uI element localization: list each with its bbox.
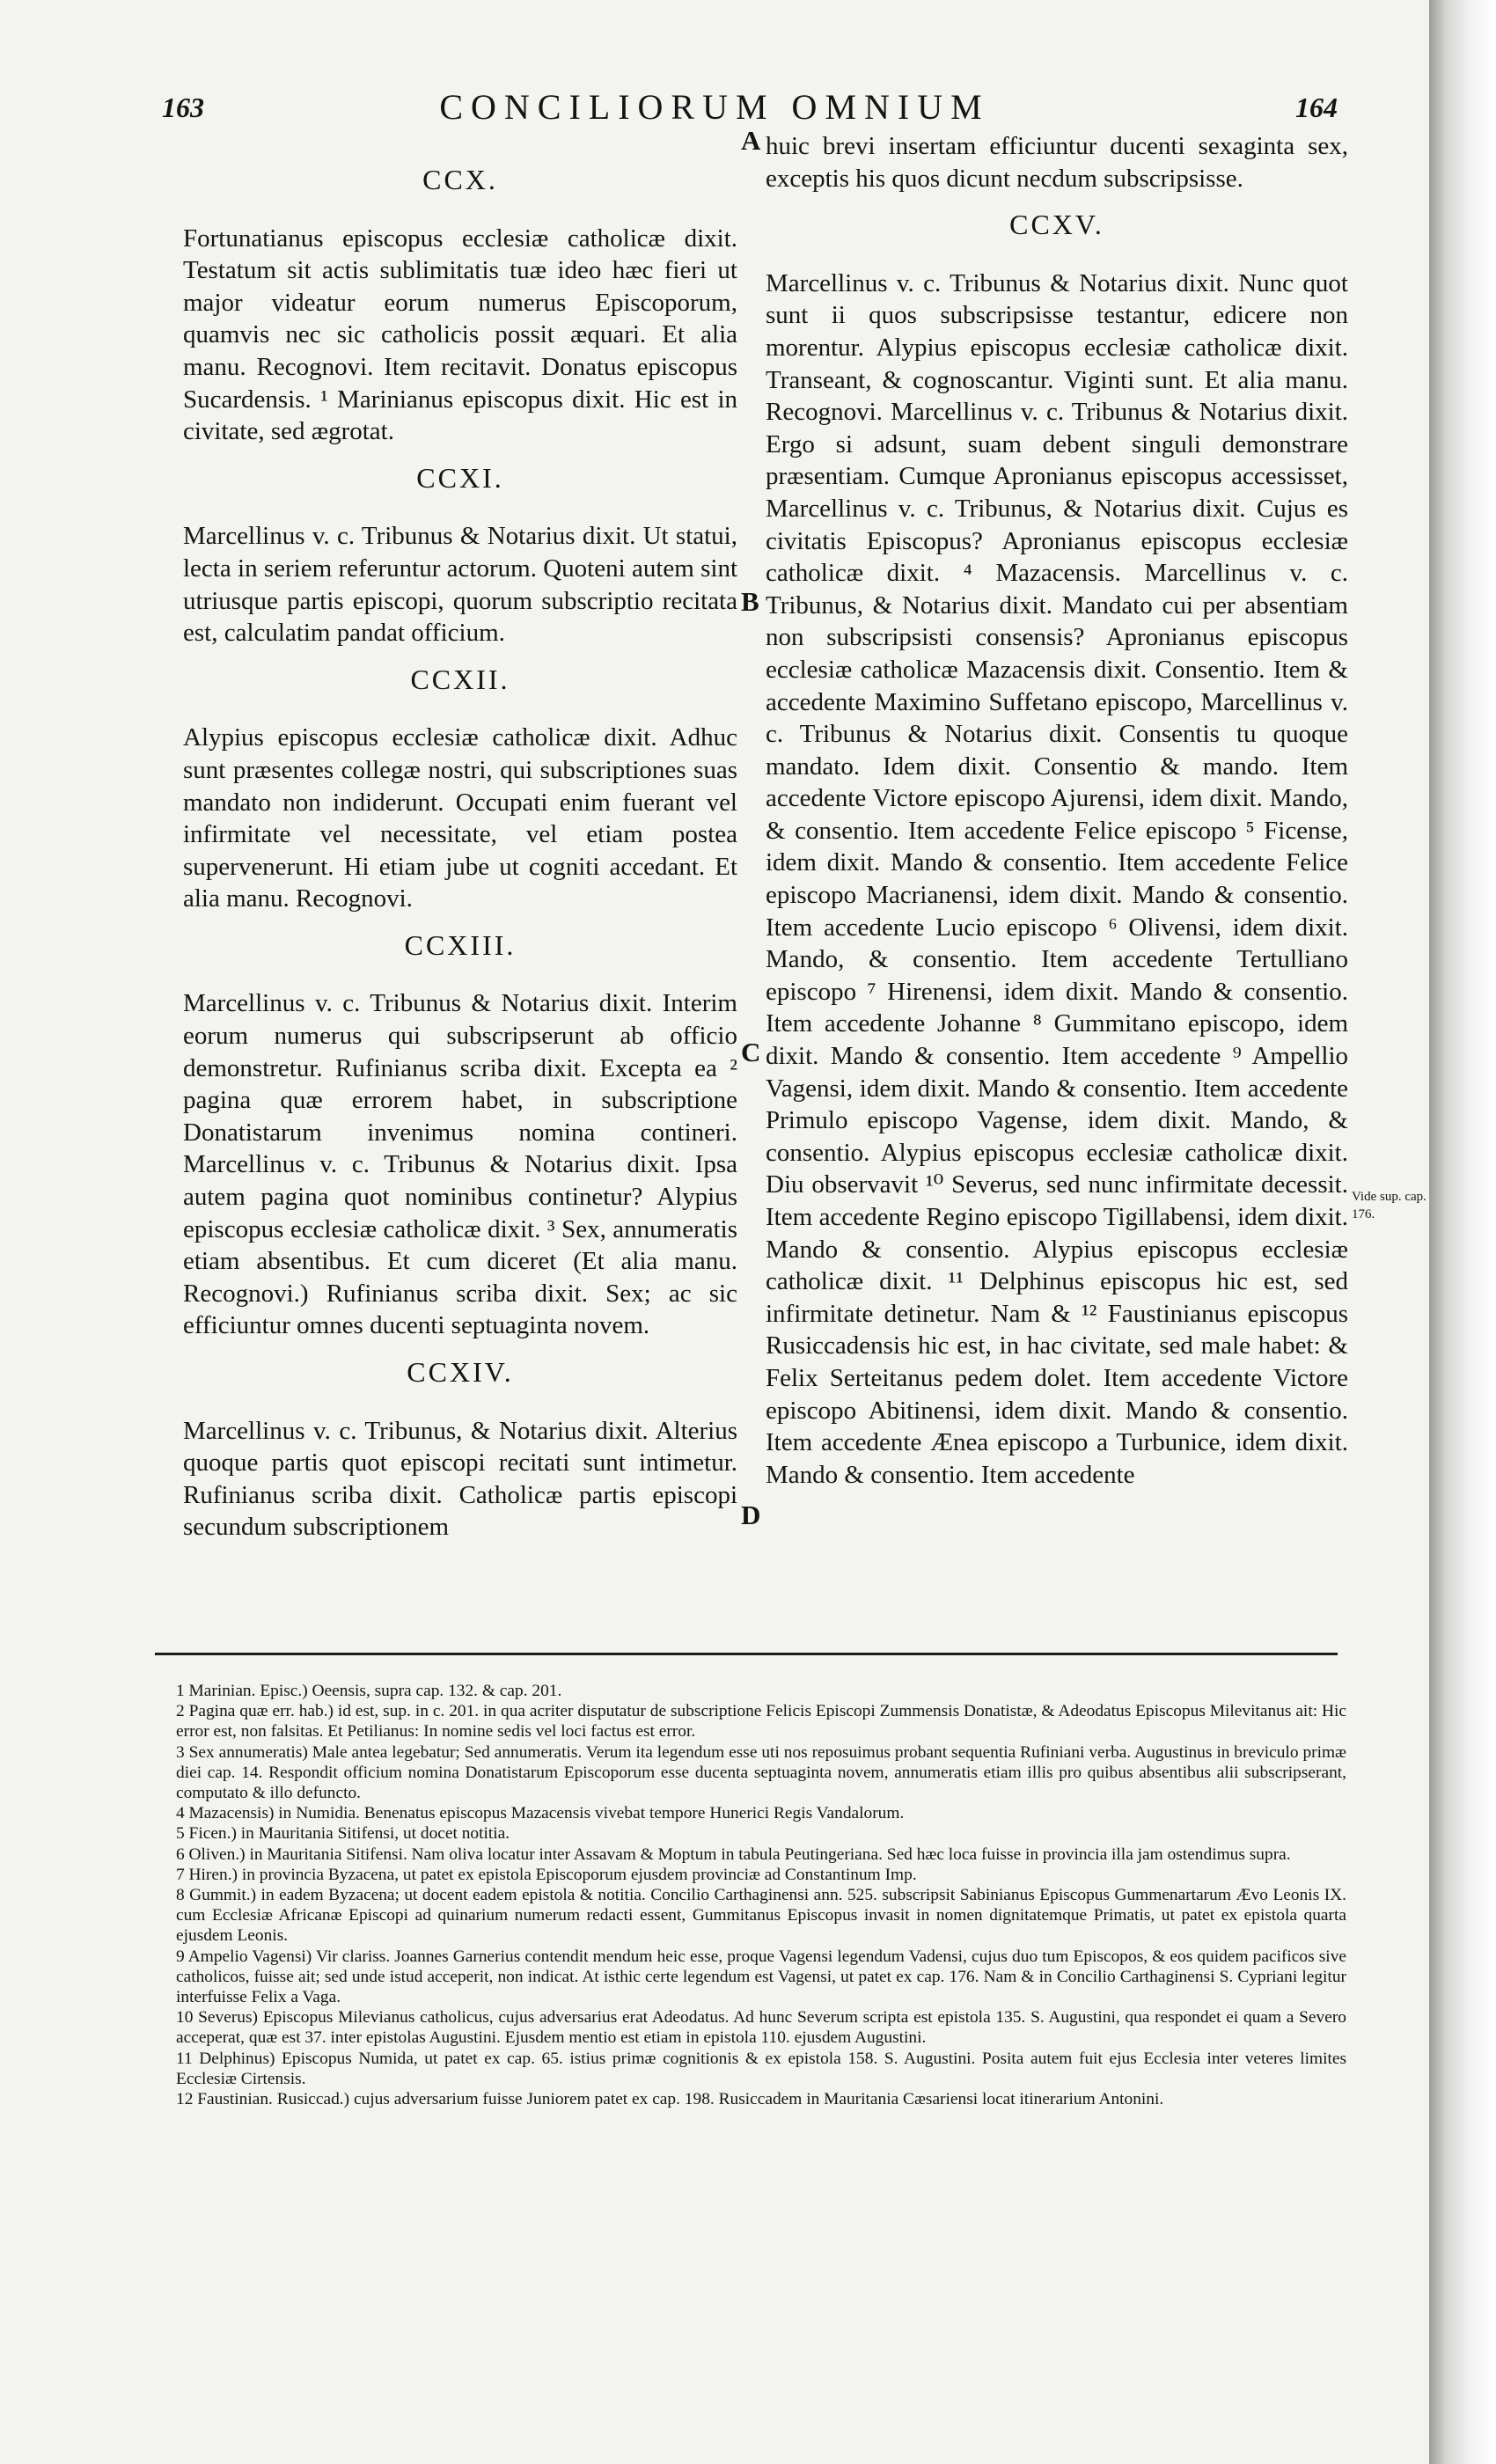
- footnote-divider: [155, 1653, 1338, 1655]
- chapter-text-ccx: Fortunatianus episcopus ecclesiæ catholicæ dixit. Testatum sit actis sublimitatis tuæ ideo hæc fieri ut major videatur eorum numerus Episcoporum, quamvis nec sic catholicis possit æquari. Et alia manu. Recognovi. Item recitavit. Donatus episcopus Sucardensis. ¹ Marinianus episcopus dixit. Hic est in civitate, sed ægrotat.: [183, 224, 737, 446]
- margin-letter-c: C: [741, 1037, 761, 1067]
- chapter-text-ccxiv-continued: huic brevi insertam efficiuntur ducenti sexaginta sex, exceptis his quos dicunt necdum subscripsisse.: [766, 132, 1348, 193]
- footnote: 5 Ficen.) in Mauritania Sitifensi, ut docet notitia.: [176, 1824, 510, 1844]
- footnote: 2 Pagina quæ err. hab.) id est, sup. in c. 201. in qua acriter disputatur de subscriptione Felicis Episcopi Zummensis Donatistæ, & Adeodatus Episcopus Milevitanus ait: Hic error est, non falsitas. Et Petilianus: In nomine sedis vel loci factus est error.: [176, 1702, 1346, 1742]
- footnote: 9 Ampelio Vagensi) Vir clariss. Joannes Garnerius contendit mendum heic esse, proque Vagensi legendum Vadensi, cujus duo tum Episcopos, & eos quidem pacificos sive catholicos, fuisse ait; sed unde istud acceperit, non indicat. At isthic certe legendum est Vagensi, ut patet ex cap. 176. Nam & in Concilio Carthaginensi S. Cypriani legitur interfuisse Felix a Vaga.: [176, 1947, 1346, 2007]
- margin-letter-b: B: [741, 586, 759, 617]
- footnotes: [176, 1681, 1346, 2109]
- footnote: 1 Marinian. Episc.) Oeensis, supra cap. 132. & cap. 201.: [176, 1682, 562, 1700]
- left-column: [183, 164, 737, 1544]
- page-number-right: 164: [1295, 92, 1338, 123]
- running-title: CONCILIORUM OMNIUM: [439, 87, 990, 127]
- footnote: 4 Mazacensis) in Numidia. Benenatus episcopus Mazacensis vivebat tempore Hunerici Regis Vandalorum.: [176, 1804, 905, 1823]
- chapter-heading-ccxiii: CCXIII.: [404, 928, 517, 961]
- footnote: 3 Sex annumeratis) Male antea legebatur; Sed annumeratis. Verum ita legendum esse uti nos reposuimus probant sequentia Rufiniani verba. Augustinus in breviculo primæ diei cap. 14. Respondit officium nomina Donatistarum Episcoporum esse ducenta septuaginta novem, annumeratis etiam illis pro quibus absentibus alii subscripserant, computato & illo defuncto.: [176, 1742, 1346, 1803]
- footnote: 10 Severus) Episcopus Milevianus catholicus, cujus adversarius erat Adeodatus. Ad hunc Severum scripta est epistola 135. S. Augustini, qua respondet ei quam a Severo acceperat, quæ est 37. inter epistolas Augustini. Ejusdem mentio est etiam in epistola 110. ejusdem Augustini.: [176, 2008, 1346, 2048]
- footnote: 8 Gummit.) in eadem Byzacena; ut docent eadem epistola & notitia. Concilio Carthaginensi ann. 525. subscripsit Sabinianus Episcopus Gummenartarum Ævo Leonis IX. cum Ecclesiæ Africanæ Episcopi ad quinarium numerum redacti essent, Gummitanus Episcopus invasit in nomen dignitatemque Primatis, ut patet ex epistola quarta ejusdem Leonis.: [176, 1886, 1346, 1946]
- footnote: 11 Delphinus) Episcopus Numida, ut patet ex cap. 65. istius primæ cognitionis & ex epistola 158. S. Augustini. Posita autem fuit ejus Ecclesia inter veteres limites Ecclesiæ Cirtensis.: [176, 2049, 1346, 2088]
- chapter-heading-ccx: CCX.: [422, 164, 498, 195]
- chapter-text-ccxv: Marcellinus v. c. Tribunus & Notarius dixit. Nunc quot sunt ii quos subscripsisse testantur, edicere non morentur. Alypius episcopus ecclesiæ catholicæ dixit. Transeant, & cognoscantur. Viginti sunt. Et alia manu. Recognovi. Marcellinus v. c. Tribunus & Notarius dixit. Ergo si adsunt, suam debent singuli demonstrare præsentiam. Cumque Apronianus episcopus accessisset, Marcellinus v. c. Tribunus, & Notarius dixit. Cujus es civitatis Episcopus? Apronianus episcopus ecclesiæ catholicæ dixit. ⁴ Mazacensis. Marcellinus v. c. Tribunus, & Notarius dixit. Mandato cui per absentiam non subscripsisti consensis? Apronianus episcopus ecclesiæ catholicæ Mazacensis dixit. Consentio. Item & accedente Maximino Suffetano episcopo, Marcellinus v. c. Tribunus & Notarius dixit. Consentis tu quoque mandato. Idem dixit. Consentio & mando. Item accedente Victore episcopo Ajurensi, idem dixit. Mando, & consentio. Item accedente Felice episcopo ⁵ Ficense, idem dixit. Mando & consentio. Item accedente Felice episcopo Macrianensi, idem dixit. Mando & consentio. Item accedente Lucio episcopo ⁶ Olivensi, idem dixit. Mando, & consentio. Item accedente Tertulliano episcopo ⁷ Hirenensi, idem dixit. Mando & consentio. Item accedente Johanne ⁸ Gummitano episcopo, idem dixit. Mando & consentio. Item accedente ⁹ Ampellio Vagensi, idem dixit. Mando & consentio. Item accedente Primulo episcopo Vagense, idem dixit. Mando, & consentio. Alypius episcopus ecclesiæ catholicæ dixit. Diu observavit ¹⁰ Severus, sed nunc infirmitate decessit. Item accedente Regino episcopo Tigillabensi, idem dixit. Mando & consentio. Alypius episcopus ecclesiæ catholicæ dixit. ¹¹ Delphinus episcopus hic est, sed infirmitate detinetur. Nam & ¹² Faustinianus episcopus Rusiccadensis hic est, in hac civitate, sed male habet: & Felix Serteitanus pedem dolet. Item accedente Victore episcopo Abitinensi, idem dixit. Mando & consentio. Item accedente Ænea episcopo a Turbunice, idem dixit. Mando & consentio. Item accedente: [766, 268, 1348, 1489]
- margin-note: Vide sup. cap. 176.: [1352, 1190, 1426, 1221]
- chapter-text-ccxii: Alypius episcopus ecclesiæ catholicæ dixit. Adhuc sunt præsentes collegæ nostri, qui subscriptiones suas mandato non indiderunt. Occupati enim fuerant vel infirmitate vel necessitate, vel etiam postea supervenerunt. Hi etiam jube ut cogniti accedant. Et alia manu. Recognovi.: [183, 723, 737, 913]
- margin-letter-d: D: [741, 1500, 761, 1530]
- footnote: 6 Oliven.) in Mauritania Sitifensi. Nam oliva locatur inter Assavam & Moptum in tabula Peutingeriana. Sed hæc loca fuisse in provincia illa jam ostendimus supra.: [176, 1844, 1291, 1864]
- footnote: 12 Faustinian. Rusiccad.) cujus adversarium fuisse Juniorem patet ex cap. 198. Rusiccadem in Mauritania Cæsariensi locat itinerarium Antonini.: [176, 2090, 1164, 2109]
- right-column: [766, 130, 1348, 1491]
- chapter-heading-ccxi: CCXI.: [416, 461, 504, 494]
- page-edge-shadow: [1429, 0, 1496, 2464]
- margin-letter-a: A: [741, 125, 761, 156]
- chapter-text-ccxi: Marcellinus v. c. Tribunus & Notarius dixit. Ut statui, lecta in seriem referuntur actorum. Quoteni autem sint utriusque partis episcopi, quorum subscriptio recitata est, calculatim pandat officium.: [183, 522, 737, 648]
- chapter-heading-ccxv: CCXV.: [1009, 209, 1104, 241]
- chapter-heading-ccxii: CCXII.: [410, 663, 510, 695]
- chapter-heading-ccxiv: CCXIV.: [407, 1356, 514, 1388]
- chapter-text-ccxiii: Marcellinus v. c. Tribunus & Notarius dixit. Interim eorum numerus qui subscripserunt ab officio demonstretur. Rufinianus scriba dixit. Excepta ea ² pagina quæ errorem habet, in subscriptione Donatistarum invenimus nomina contineri. Marcellinus v. c. Tribunus & Notarius dixit. Ipsa autem pagina quot nominibus continetur? Alypius episcopus ecclesiæ catholicæ dixit. ³ Sex, annumeratis etiam absentibus. Et cum diceret (Et alia manu. Recognovi.) Rufinianus scriba dixit. Sex; ac sic efficiuntur omnes ducenti septuaginta novem.: [183, 989, 737, 1340]
- page-number-left: 163: [162, 92, 204, 123]
- chapter-text-ccxiv: Marcellinus v. c. Tribunus, & Notarius dixit. Alterius quoque partis quot episcopi recitati sunt intimetur. Rufinianus scriba dixit. Catholicæ partis episcopi secundum subscriptionem: [183, 1416, 737, 1542]
- footnote: 7 Hiren.) in provincia Byzacena, ut patet ex epistola Episcoporum ejusdem provinciæ ad Constantinum Imp.: [176, 1865, 917, 1884]
